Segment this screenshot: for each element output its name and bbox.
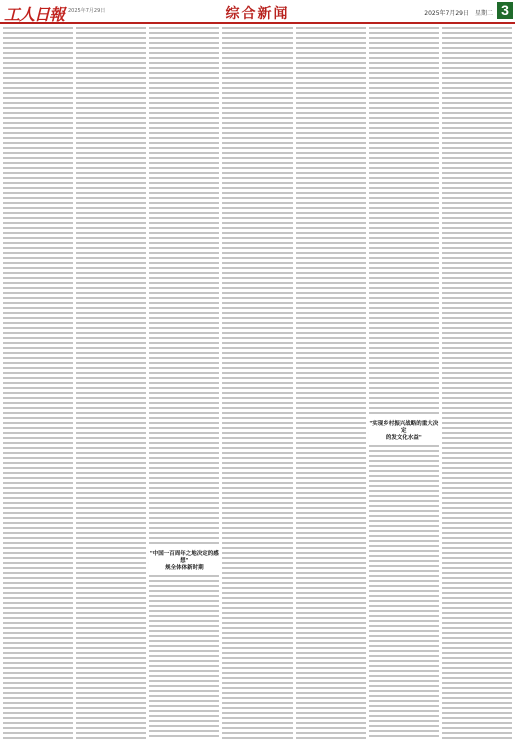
column-text-block (442, 27, 512, 739)
column-2 (76, 27, 146, 739)
column-text-block (3, 27, 73, 739)
column-text-block (222, 27, 292, 739)
article-columns (3, 27, 512, 739)
column-text-block (76, 27, 146, 739)
section-title: 综合新闻 (225, 6, 290, 22)
column-6 (369, 27, 439, 739)
column-5 (296, 27, 366, 739)
column-text-block (149, 27, 219, 547)
article-subhead: "实现乡村振兴战略的重大决定 的发文化水益" (369, 421, 439, 441)
issue-date: 2025年7月29日 星期二 (424, 10, 493, 17)
column-text-block (296, 27, 366, 739)
column-4 (222, 27, 292, 739)
article-subhead: "中国一百周年之地决定的感想" 规全体体新时期 (149, 551, 219, 571)
column-7 (442, 27, 512, 739)
masthead (0, 0, 515, 24)
masthead-date: 2025年7月29日 (68, 8, 106, 14)
column-1 (3, 27, 73, 739)
newspaper-logo: 工人日報 (4, 5, 65, 24)
column-text-block (369, 27, 439, 417)
page-number-badge: 3 (497, 2, 513, 19)
column-3 (149, 27, 219, 739)
column-text-block (369, 445, 439, 739)
column-text-block (149, 575, 219, 739)
